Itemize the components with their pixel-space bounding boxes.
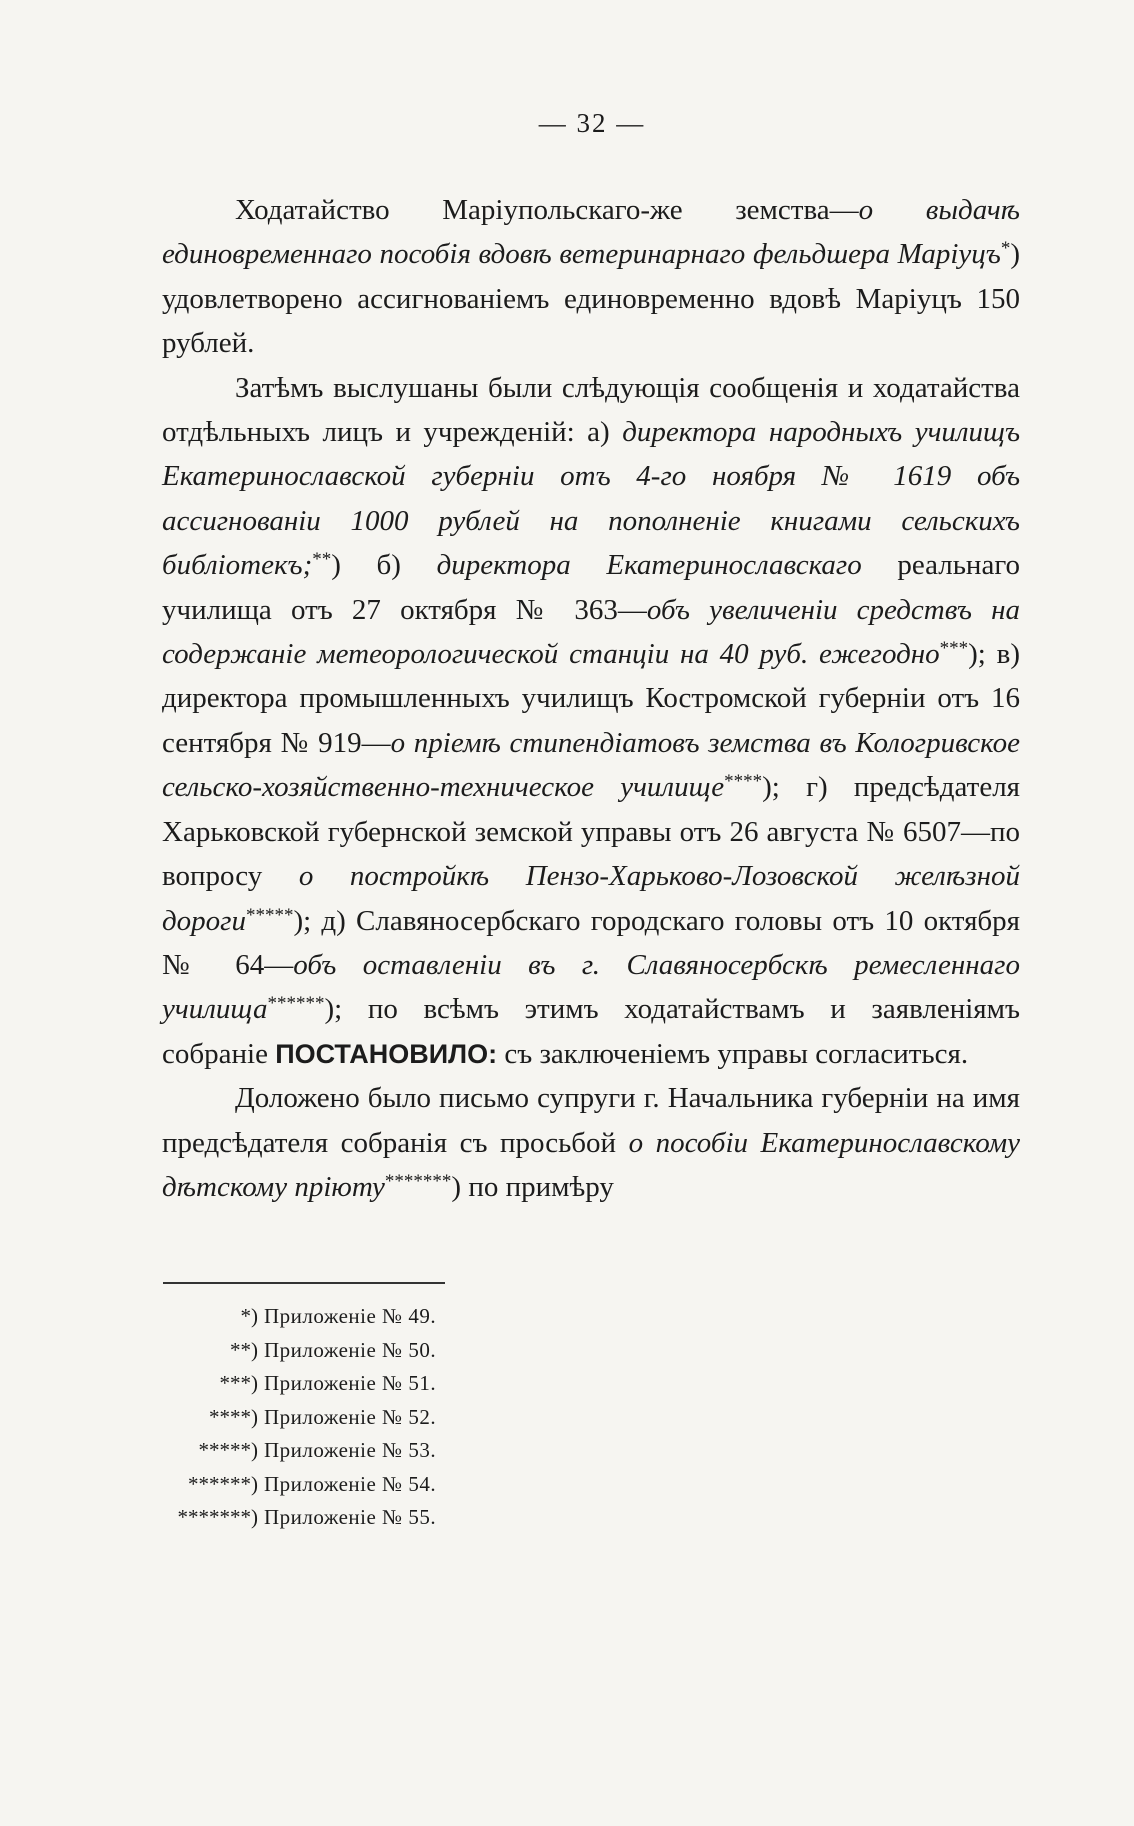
text-run: ); г) предсѣдателя Харьковской губернской земской управы отъ 26 августа № 6507—по вопросу bbox=[162, 771, 1020, 893]
italic-run: о выдачѣ единовременнаго пособія вдовѣ ветеринарнаго фельдшера Маріуцъ bbox=[162, 194, 1020, 271]
italic-run: о пріемѣ стипендіатовъ земства въ Кологривское сельско-хозяйственно-техническое училище bbox=[162, 726, 1020, 804]
footnote-mark: **) bbox=[230, 1337, 258, 1362]
footnote-text: Приложеніе № 50. bbox=[264, 1337, 437, 1362]
footnote-mark: ******) bbox=[188, 1471, 258, 1496]
footnote-text: Приложеніе № 55. bbox=[264, 1505, 437, 1529]
footnote-text: Приложеніе № 51. bbox=[264, 1371, 437, 1395]
italic-run: объ оставленіи въ г. Славяносербскѣ ремесленнаго училища bbox=[162, 948, 1020, 1026]
footnote-mark: *****) bbox=[198, 1438, 258, 1462]
footnote bbox=[150, 1334, 490, 1368]
text-run: ); по всѣмъ этимъ ходатайствамъ и заявленіямъ собраніе bbox=[162, 993, 1020, 1070]
text-run: ) по примѣру bbox=[451, 1170, 614, 1203]
footnote-mark: ****) bbox=[209, 1404, 258, 1429]
body-text bbox=[162, 188, 1020, 1209]
footnote-ref: **** bbox=[724, 771, 763, 793]
italic-run: о пособіи Екатеринославскому дѣтскому пріюту bbox=[162, 1126, 1020, 1203]
footnote bbox=[150, 1401, 490, 1435]
italic-run: объ увеличеніи средствъ на содержаніе метеорологической станціи на 40 руб. ежегодно bbox=[162, 593, 1020, 671]
paragraph-1 bbox=[162, 188, 1020, 366]
italic-run: о постройкѣ Пензо-Харьково-Лозовской желѣзной дороги bbox=[162, 860, 1020, 937]
footnote-text: Приложеніе № 54. bbox=[264, 1471, 437, 1496]
bold-decision-word: ПОСТАНОВИЛО: bbox=[275, 1038, 498, 1069]
page-number: — 32 — bbox=[538, 108, 646, 138]
footnote-text: Приложеніе № 53. bbox=[264, 1438, 437, 1462]
footnote-ref: ** bbox=[312, 549, 332, 571]
text-run: ); д) Славяносербскаго городскаго головы отъ 10 октября № 64— bbox=[162, 904, 1020, 981]
footnote bbox=[150, 1468, 490, 1502]
text-run: Ходатайство Маріупольскаго-же земства— bbox=[235, 194, 859, 226]
footnote-ref: * bbox=[1000, 238, 1011, 260]
paragraph-2 bbox=[162, 366, 1020, 1077]
text-run: ) б) bbox=[331, 549, 437, 582]
text-run: Доложено было письмо супруги г. Начальника губерніи на имя предсѣдателя собранія съ просьбой bbox=[162, 1082, 1020, 1159]
footnote-text: Приложеніе № 52. bbox=[264, 1404, 437, 1429]
footnote-divider bbox=[163, 1282, 445, 1284]
footnote-mark: *) bbox=[240, 1304, 258, 1328]
text-run: ) удовлетворено ассигнованіемъ единовременно вдовѣ Маріуцъ 150 рублей. bbox=[162, 238, 1020, 360]
footnote-ref: ***** bbox=[245, 904, 294, 926]
text-run: съ заключеніемъ управы согласиться. bbox=[497, 1037, 969, 1070]
italic-run: директора Екатеринославскаго bbox=[436, 549, 862, 582]
footnote-mark: *******) bbox=[177, 1505, 258, 1529]
footnote-ref: *** bbox=[939, 638, 969, 660]
italic-run: директора народныхъ училищъ Екатеринославской губерніи отъ 4-го ноября № 1619 объ ассигнованіи 1000 рублей на пополненіе книгами сельскихъ библіотекъ; bbox=[162, 416, 1020, 582]
footnote bbox=[150, 1501, 490, 1535]
footnote bbox=[150, 1300, 490, 1334]
text-run: Затѣмъ выслушаны были слѣдующія сообщенія и ходатайства отдѣльныхъ лицъ и учрежденій: а) bbox=[162, 371, 1020, 449]
footnote-text: Приложеніе № 49. bbox=[264, 1304, 437, 1328]
footnote-ref: ******* bbox=[384, 1170, 452, 1192]
paragraph-3 bbox=[162, 1076, 1020, 1209]
text-run: реальнаго училища отъ 27 октября № 363— bbox=[162, 549, 1020, 626]
footnote bbox=[150, 1367, 490, 1401]
footnote-ref: ****** bbox=[267, 993, 325, 1015]
footnote-mark: ***) bbox=[219, 1371, 258, 1395]
text-run: ); в) директора промышленныхъ училищъ Костромской губерніи отъ 16 сентября № 919— bbox=[162, 638, 1020, 759]
footnotes bbox=[150, 1300, 490, 1535]
footnote bbox=[150, 1434, 490, 1468]
